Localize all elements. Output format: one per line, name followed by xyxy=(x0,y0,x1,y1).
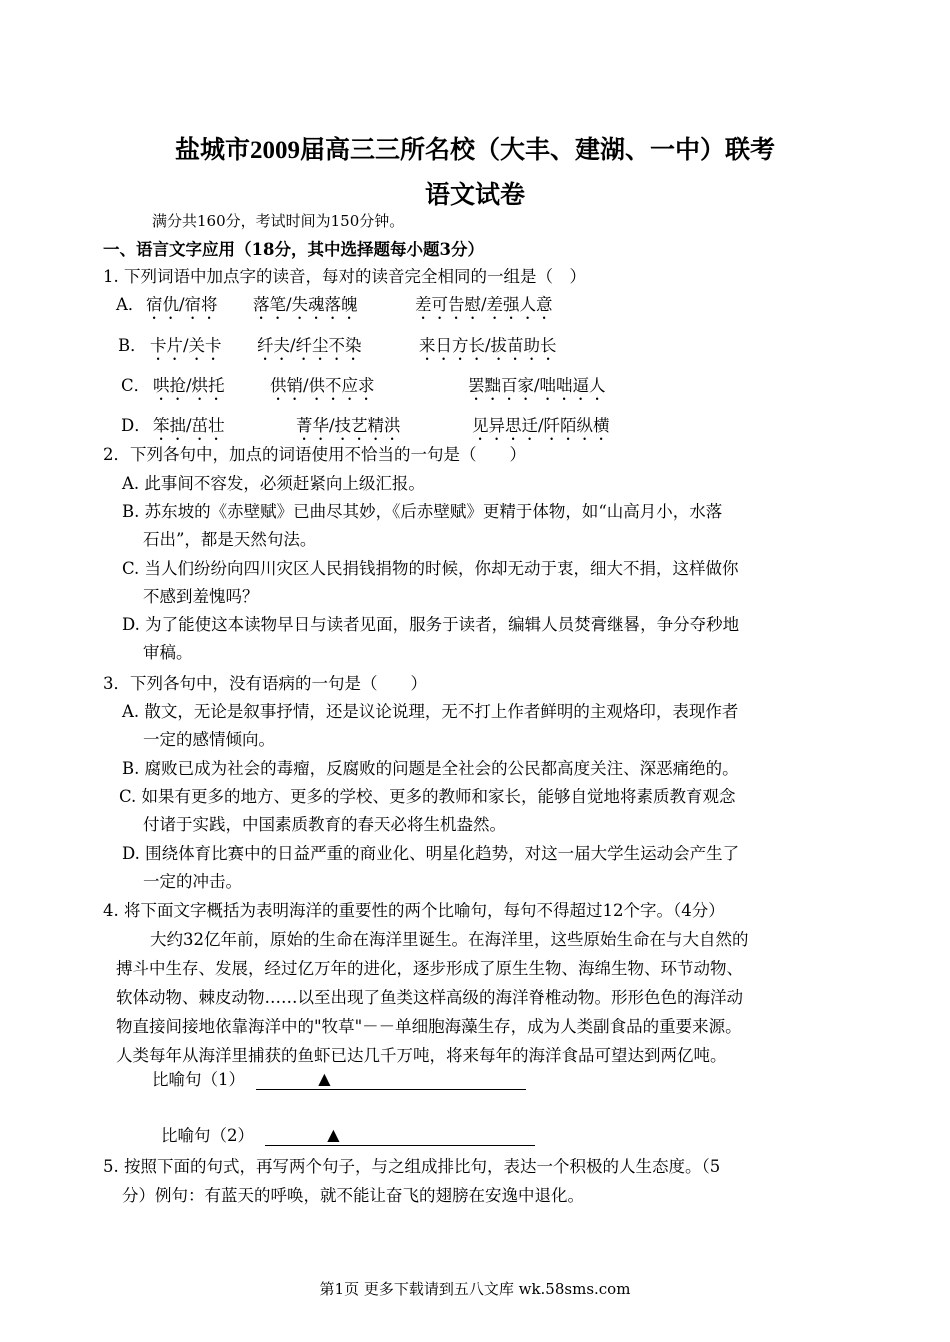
answer-label: 比喻句（1） xyxy=(152,1070,245,1089)
q4-stem: 4. 将下面文字概括为表明海洋的重要性的两个比喻句，每句不得超过12个字。（4分） xyxy=(103,901,725,920)
option-label: D． xyxy=(121,416,151,435)
q1-option-c xyxy=(121,372,606,396)
page-subtitle: 语文试卷 xyxy=(424,182,525,209)
q2-option-c: C. 当人们纷纷向四川灾区人民捐钱捐物的时候，你却无动于衷，细大不捐，这样做你 xyxy=(122,559,739,578)
word-group: 罢黜百家/咄咄逼人 xyxy=(468,376,606,395)
q3-stem: 3．下列各句中，没有语病的一句是（ ） xyxy=(103,674,427,693)
q2-option-c-cont: 不感到羞愧吗？ xyxy=(143,587,259,606)
q2-option-b-cont: 石出”，都是天然句法。 xyxy=(143,530,317,549)
answer-blank[interactable] xyxy=(265,1125,535,1146)
q5-stem: 5. 按照下面的句式，再写两个句子，与之组成排比句，表达一个积极的人生态度。（5 xyxy=(103,1157,721,1176)
q1-option-b xyxy=(118,332,557,356)
q4-passage-line: 人类每年从海洋里捕获的鱼虾已达几千万吨，将来每年的海洋食品可望达到两亿吨。 xyxy=(116,1046,727,1065)
q3-option-a-cont: 一定的感情倾向。 xyxy=(143,730,275,749)
q3-option-c-cont: 付诸于实践，中国素质教育的春天必将生机盎然。 xyxy=(143,815,506,834)
page-title: 盐城市2009届高三三所名校（大丰、建湖、一中）联考 xyxy=(174,137,775,164)
q1-option-a xyxy=(116,291,553,315)
triangle-marker-icon: ▲ xyxy=(318,1069,331,1088)
q1-stem: 1. 下列词语中加点字的读音，每对的读音完全相同的一组是（ ） xyxy=(103,267,586,286)
word-group: 菁华/技艺精洪 xyxy=(296,416,401,435)
word-group: 纤夫/纤尘不染 xyxy=(257,336,362,355)
q4-passage-line: 搏斗中生存、发展，经过亿万年的进化，逐步形成了原生生物、海绵生物、环节动物、 xyxy=(116,959,743,978)
option-label: C． xyxy=(121,376,151,395)
word-group: 卡片/关卡 xyxy=(150,336,222,355)
exam-info: 满分共160分，考试时间为150分钟。 xyxy=(152,212,405,230)
q2-option-d: D. 为了能使这本读物早日与读者见面，服务于读者，编辑人员焚膏继晷，争分夺秒地 xyxy=(122,615,740,634)
word-group: 差可告慰/差强人意 xyxy=(415,295,553,314)
word-group: 见异思迁/阡陌纵横 xyxy=(472,416,610,435)
q4-answer-2 xyxy=(161,1122,535,1146)
q3-option-c: C. 如果有更多的地方、更多的学校、更多的教师和家长，能够自觉地将素质教育观念 xyxy=(119,787,736,806)
q5-stem-cont: 分）例句：有蓝天的呼唤，就不能让奋飞的翅膀在安逸中退化。 xyxy=(122,1186,584,1205)
q4-passage-line: 大约32亿年前，原始的生命在海洋里诞生。在海洋里，这些原始生命在与大自然的 xyxy=(150,930,749,949)
q2-option-a: A. 此事间不容发，必须赶紧向上级汇报。 xyxy=(122,474,425,493)
word-group: 宿仇/宿将 xyxy=(146,295,218,314)
q2-option-b: B. 苏东坡的《赤壁赋》已曲尽其妙，《后赤壁赋》更精于体物，如“山高月小，水落 xyxy=(122,502,723,521)
q3-option-b: B. 腐败已成为社会的毒瘤，反腐败的问题是全社会的公民都高度关注、深恶痛绝的。 xyxy=(122,759,739,778)
word-group: 来日方长/拔苗助长 xyxy=(419,336,557,355)
word-group: 供销/供不应求 xyxy=(270,376,375,395)
q3-option-d: D. 围绕体育比赛中的日益严重的商业化、明星化趋势，对这一届大学生运动会产生了 xyxy=(122,844,740,863)
option-label: A． xyxy=(116,295,145,314)
answer-label: 比喻句（2） xyxy=(161,1126,254,1145)
q2-option-d-cont: 审稿。 xyxy=(143,643,193,662)
word-group: 哄抢/烘托 xyxy=(153,376,225,395)
q3-option-a: A. 散文，无论是叙事抒情，还是议论说理，无不打上作者鲜明的主观烙印，表现作者 xyxy=(122,702,739,721)
section-heading: 一、语言文字应用（18分，其中选择题每小题3分） xyxy=(103,240,484,259)
q2-stem: 2．下列各句中，加点的词语使用不恰当的一句是（ ） xyxy=(103,445,526,464)
q4-answer-1 xyxy=(152,1066,526,1090)
q3-option-d-cont: 一定的冲击。 xyxy=(143,872,242,891)
word-group: 落笔/失魂落魄 xyxy=(253,295,358,314)
q1-option-d xyxy=(121,412,610,436)
page-footer: 第1页 更多下载请到五八文库 wk.58sms.com xyxy=(319,1280,631,1298)
word-group: 笨拙/茁壮 xyxy=(153,416,225,435)
answer-blank[interactable] xyxy=(256,1069,526,1090)
option-label: B． xyxy=(118,336,147,355)
q4-passage-line: 物直接间接地依靠海洋中的"牧草"－－单细胞海藻生存，成为人类副食品的重要来源。 xyxy=(116,1017,742,1036)
q4-passage-line: 软体动物、棘皮动物……以至出现了鱼类这样高级的海洋脊椎动物。形形色色的海洋动 xyxy=(116,988,743,1007)
triangle-marker-icon: ▲ xyxy=(327,1125,340,1144)
